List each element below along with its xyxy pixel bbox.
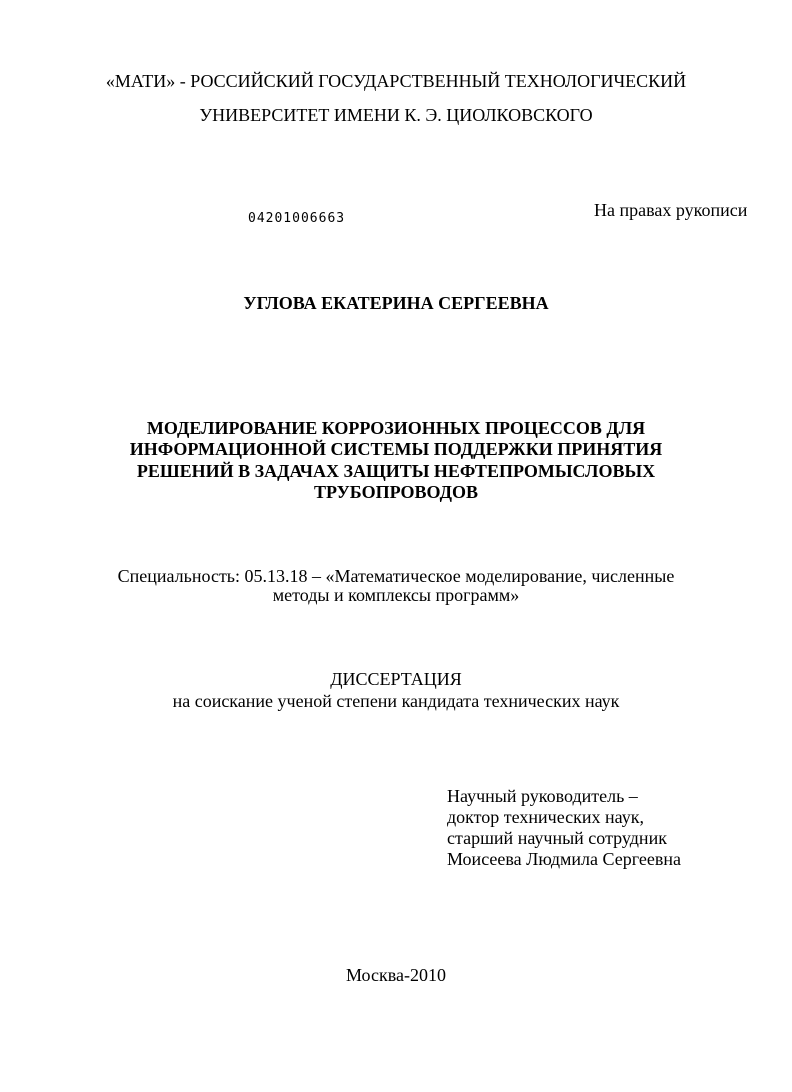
rights-note: На правах рукописи (594, 200, 748, 220)
supervisor-line-3: старший научный сотрудник (447, 828, 667, 848)
dissertation-label: ДИССЕРТАЦИЯ (330, 669, 462, 689)
title-line-1: МОДЕЛИРОВАНИЕ КОРРОЗИОННЫХ ПРОЦЕССОВ ДЛЯ (146, 418, 646, 438)
university-name-line-1: «МАТИ» - РОССИЙСКИЙ ГОСУДАРСТВЕННЫЙ ТЕХНОЛОГИЧЕСКИЙ (105, 71, 687, 91)
supervisor-name: Моисеева Людмила Сергеевна (447, 849, 681, 869)
author-name: УГЛОВА ЕКАТЕРИНА СЕРГЕЕВНА (243, 293, 549, 313)
title-line-2: ИНФОРМАЦИОННОЙ СИСТЕМЫ ПОДДЕРЖКИ ПРИНЯТИЯ (129, 439, 663, 459)
supervisor-line-1: Научный руководитель – (447, 786, 638, 806)
specialty-line-1: Специальность: 05.13.18 – «Математическое моделирование, численные (117, 566, 675, 586)
specialty-line-2: методы и комплексы программ» (272, 585, 520, 605)
university-name-line-2: УНИВЕРСИТЕТ ИМЕНИ К. Э. ЦИОЛКОВСКОГО (199, 105, 593, 125)
supervisor-line-2: доктор технических наук, (447, 807, 644, 827)
title-line-4: ТРУБОПРОВОДОВ (314, 482, 478, 502)
degree-subtitle: на соискание ученой степени кандидата технических наук (172, 691, 620, 711)
title-line-3: РЕШЕНИЙ В ЗАДАЧАХ ЗАЩИТЫ НЕФТЕПРОМЫСЛОВЫХ (136, 461, 656, 481)
catalog-number: 04201006663 (248, 211, 346, 226)
city-year: Москва-2010 (346, 965, 446, 985)
